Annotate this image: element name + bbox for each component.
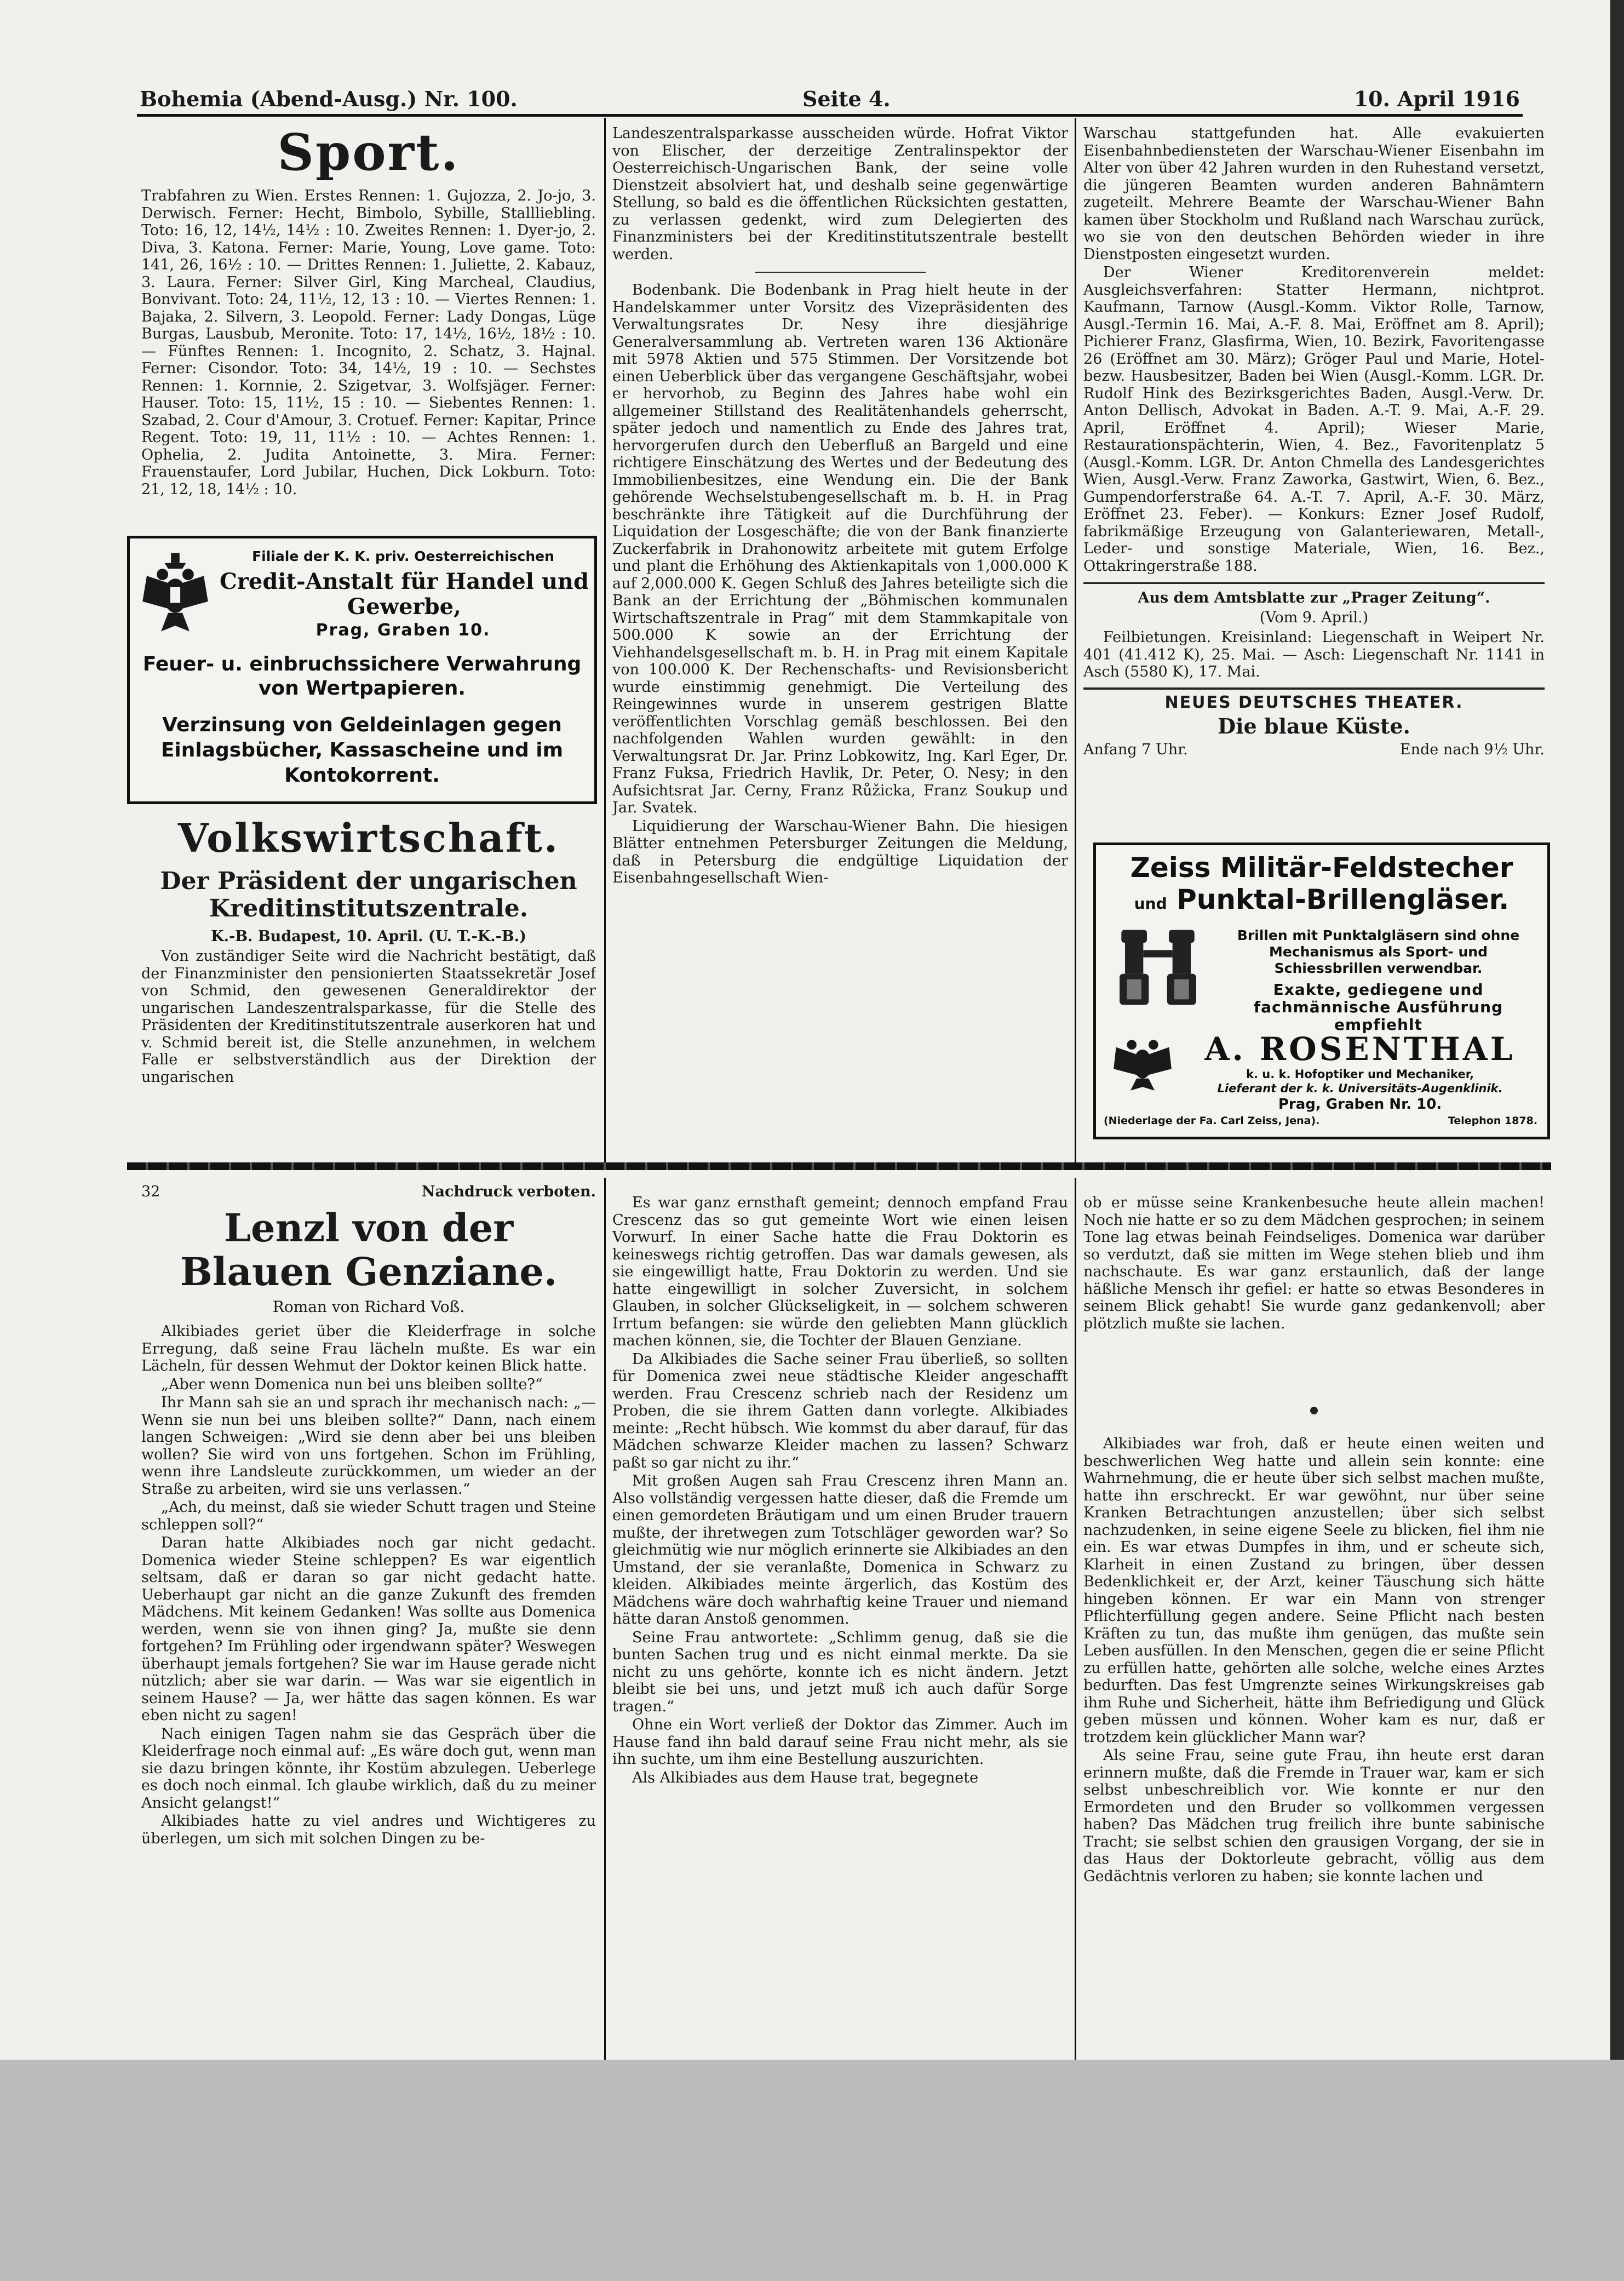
zeiss-und: und xyxy=(1134,895,1167,913)
column-divider-bottom-2 xyxy=(1075,1178,1076,2060)
liquidierung-paragraph: Liquidierung der Warschau-Wiener Bahn. Die hiesigen Blätter entnehmen Petersburger Zeitungen die Meldung, daß in Petersburg die endgültige Liquidation der Eisenbahngesellschaft Wien- xyxy=(612,817,1068,886)
col2-paragraph-1: Landeszentralsparkasse ausscheiden würde. Hofrat Viktor von Elischer, der derzeitige Zentralinspektor der Oesterreichisch-Ungarischen Bank, der seine volle Dienstzeit absolviert hat, und deshalb seine gegenwärtige Stellung, so bald es die öffentlichen Rücksichten gestatten, zu verlassen gedenkt, wird zum Delegierten des Finanzministers bei der Kreditinstitutszentrale bestellt werden. xyxy=(612,125,1068,263)
amtsblatt-date: (Vom 9. April.) xyxy=(1259,609,1369,626)
amtsblatt-title: Aus dem Amtsblatte zur „Prager Zeitung“. xyxy=(1138,589,1490,606)
zeiss-footer-left: (Niederlage der Fa. Carl Zeiss, Jena). xyxy=(1104,1115,1320,1127)
ad-credit-line2: Credit-Anstalt für Handel und Gewerbe, xyxy=(220,569,589,620)
page-number: Seite 4. xyxy=(802,87,891,111)
serial-title: Lenzl von der Blauen Genziane. xyxy=(180,1205,558,1294)
rosenthal-sub-2: Lieferant der k. k. Universitäts-Augenklinik. xyxy=(1217,1082,1503,1095)
serial-meta xyxy=(141,1183,596,1201)
serial-c3-p2: Alkibiades war froh, daß er heute einen weiten und beschwerlichen Weg hatte und allein sein konnte: eine Wahrnehmung, die er heute über sich selbst machen mußte, hatte ihn erschreckt. Er war gewöhnt, nur über seine Kranken Betrachtungen anzustellen; über sich selbst nachzudenken, in seine eigene Seele zu blicken, fiel ihm nie ein. Es war etwas Dumpfes in ihm, und er scheute sich, Klarheit in einen Zustand zu bringen, über dessen Bedenklichkeit er, der Arzt, keiner Täuschung sich hätte hingeben können. Er war ein Mann von strenger Pflichterfüllung gegen andere. Seine Pflicht nach besten Kräften zu tun, das mußte ihm genügen, das mußte sein Leben ausfüllen. In den Menschen, gegen die er seine Pflicht zu erfüllen hatte, gehörten alle solche, welche eines Arztes bedurften. Das fest Umgrenzte seines Wirkungskreises gab ihm Ruhe und Sicherheit, hätte ihm Befriedigung und Glück geben müssen und können. Woher kam es nur, daß er trotzdem kein glücklicher Mann war? xyxy=(1083,1435,1545,1746)
column-divider-top-2 xyxy=(1075,118,1076,1164)
serial-c3-p1: ob er müsse seine Krankenbesuche heute allein machen! Noch nie hatte er so zu dem Mädchen gesprochen; in seinem Tone lag etwas beinah Feindseliges. Domenica war darüber so verdutzt, daß sie mitten im Wege stehen blieb und ihm nachschaute. Es war ganz erstaunlich, daß der lange häßliche Mensch ihr gefiel: er hatte so etwas Besonderes in seinem Blick gehabt! Sie wurde ganz gedankenvoll; aber plötzlich mußte sie lachen. xyxy=(1083,1194,1545,1332)
serial-c2-p1: Es war ganz ernsthaft gemeint; dennoch empfand Frau Crescenz das so gut gemeinte Wort wie einen leisen Vorwurf. In einer Sache hatte die Frau Doktorin es keineswegs richtig getroffen. Das war damals gewesen, als sie eingewilligt hatte, Frau Doktorin zu werden. Und sie hatte eingewilligt in solcher Zuversicht, in solchem Glauben, in solcher Glückseligkeit, in — solchem schweren Irrtum befangen: sie würde den geliebten Mann glücklich machen können, sie, die Tochter der Blauen Genziane. xyxy=(612,1194,1068,1349)
theater-rule xyxy=(1083,687,1545,690)
zeiss-body-2: Exakte, gediegene und fachmännische Ausführung empfiehlt xyxy=(1253,981,1504,1034)
ad-credit-line5: Verzinsung von Geldeinlagen gegen Einlagsbücher, Kassascheine und im Kontokorrent. xyxy=(160,714,564,787)
serial-notice: Nachdruck verboten. xyxy=(421,1183,596,1200)
zeiss-headline-2 xyxy=(1096,884,1547,920)
ad-credit-line3: Prag, Graben 10. xyxy=(315,621,491,640)
sport-results: Trabfahren zu Wien. Erstes Rennen: 1. Gujozza, 2. Jo-jo, 3. Derwisch. Ferner: Hecht, Bimbolo, Sybille, Stallliebling. Toto: 16, 12, 14½, 14½ : 10. Zweites Rennen: 1. Dyer-jo, 2. Diva, 3. Katona. Ferner: Marie, Young, Love game. Toto: 141, 26, 16½ : 10. — Drittes Rennen: 1. Juliette, 2. Kabauz, 3. Laura. Ferner: Silver Girl, King Marcheal, Claudius, Bonvivant. Toto: 24, 11½, 12, 13 : 10. — Viertes Rennen: 1. Bajaka, 2. Silvern, 3. Leopold. Ferner: Lady Dongas, Lüge Burgas, Lausbub, Meronite. Toto: 17, 14½, 16½, 18½ : 10. — Fünftes Rennen: 1. Incognito, 2. Schatz, 3. Hajnal. Ferner: Cisondor. Toto: 34, 14½, 19 : 10. — Sechstes Rennen: 1. Kornnie, 2. Szigetvar, 3. Wolfsjäger. Ferner: Hauser. Toto: 15, 11½, 15 : 10. — Siebentes Rennen: 1. Szabad, 2. Cour d'Amour, 3. Crotuef. Ferner: Kapitar, Prince Regent. Toto: 19, 11, 11½ : 10. — Achtes Rennen: 1. Ophelia, 2. Judita Antoinette, 3. Mira. Ferner: Frauenstaufer, Lord Jubilar, Huchen, Dick Lokburn. Toto: 21, 12, 18, 14½ : 10. xyxy=(141,187,596,498)
volkswirtschaft-dateline: K.-B. Budapest, 10. April. (U. T.-K.-B.) xyxy=(211,928,526,945)
short-rule xyxy=(755,264,926,273)
serial-c2-p5: Ohne ein Wort verließ der Doktor das Zimmer. Auch im Hause fand ihn bald darauf seine Frau nicht mehr, als sie ihn suchte, um ihm eine Bestellung auszurichten. xyxy=(612,1716,1068,1768)
amtsblatt-text: Feilbietungen. Kreisinland: Liegenschaft in Weipert Nr. 401 (41.412 K), 25. Mai. — Asch: Liegenschaft Nr. 1141 in Asch (5580 K), 17. Mai. xyxy=(1083,629,1545,680)
column-divider-top-1 xyxy=(604,118,606,1164)
column-3-top xyxy=(1083,125,1545,848)
volkswirtschaft-subtitle: Der Präsident der ungarischen Kreditinstitutszentrale. xyxy=(160,867,577,922)
zeiss-footer-right: Telephon 1878. xyxy=(1448,1115,1537,1127)
imperial-eagle-emblem xyxy=(1112,1031,1173,1092)
serial-c1-p7: Alkibiades hatte zu viel andres und Wichtigeres zu überlegen, um sich mit solchen Dingen zu be- xyxy=(141,1813,596,1847)
col3-paragraph-1: Warschau stattgefunden hat. Alle evakuierten Eisenbahnbediensteten der Warschau-Wiener Eisenbahn im Alter von über 42 Jahren wurden in den Ruhestand versetzt, die jüngeren Beamten wurden anderen Bahnämtern zugeteilt. Mehrere Beamte der Warschau-Wiener Bahn kamen über Stockholm und Rußland nach Warschau zurück, wo sie von den deutschen Behörden wieder in ihre Dienstposten eingesetzt wurden. xyxy=(1083,125,1545,263)
theater-end: Ende nach 9½ Uhr. xyxy=(1399,741,1545,758)
page-edge xyxy=(1610,0,1624,2060)
serial-c2-p6: Als Alkibiades aus dem Hause trat, begegnete xyxy=(632,1769,979,1786)
serial-column-2 xyxy=(612,1194,1068,2060)
serial-column-1 xyxy=(141,1183,596,2060)
header-rule xyxy=(137,114,1523,117)
serial-c1-p4: „Ach, du meinst, daß sie wieder Schutt tragen und Steine schleppen soll?“ xyxy=(141,1499,596,1533)
scene-break-dot xyxy=(1310,1407,1318,1414)
paper-title: Bohemia (Abend-Ausg.) Nr. 100. xyxy=(140,87,518,111)
scan-bottom-margin xyxy=(0,2060,1624,2281)
amtsblatt-rule xyxy=(1083,582,1545,584)
rosenthal-firm: A. ROSENTHAL xyxy=(1204,1030,1516,1068)
sport-heading: Sport. xyxy=(277,125,460,182)
binocular-icon xyxy=(1111,926,1204,1008)
page-header xyxy=(140,82,1520,116)
issue-date: 10. April 1916 xyxy=(1353,87,1520,111)
bodenbank-paragraph: Bodenbank. Die Bodenbank in Prag hielt heute in der Handelskammer unter Vorsitz des Vizepräsidenten des Verwaltungsrates Dr. Nesy ihre diesjährige Generalversammlung ab. Vertreten waren 136 Aktionäre mit 5978 Aktien und 575 Stimmen. Der Vorsitzende bot einen Ueberblick über das vergangene Geschäftsjahr, wobei er hervorhob, zu Beginn des Jahres habe wohl ein allgemeiner Stillstand des Realitätenhandels geherrscht, später jedoch und namentlich zu Ende des Jahres trat, hervorgerufen durch den Ueberfluß an Bargeld und eine richtigere Einschätzung des Wertes und der Bedeutung des Immobilienbesitzes, eine Wendung ein. Die der Bank gehörende Wechselstubengesellschaft m. b. H. in Prag beschränkte ihre Tätigkeit auf die Durchführung der Liquidation der Losgeschäfte; die von der Bank finanzierte Zuckerfabrik in Drahonowitz arbeitete mit gutem Erfolge und plant die Erhöhung des Aktienkapitals von 1,000.000 K auf 2,000.000 K. Gegen Schluß des Jahres beteiligte sich die Bank an der Errichtung der „Böhmischen kommunalen Wirtschaftszentrale in Prag“ mit dem Stammkapitale von 500.000 K sowie an der Errichtung der Viehhandelsgesellschaft m. b. H. in Prag mit einem Kapitale von 100.000 K. Der Rechenschafts- und Revisionsbericht wurde einstimmig genehmigt. Die Verteilung des Reingewinnes wurde in unserem gestrigen Blatte veröffentlichten Vorschlag gemäß beschlossen. Bei den nachfolgenden Wahlen wurden gewählt: in den Verwaltungsrat Dr. Jar. Prinz Lobkowitz, Ing. Karl Eger, Dr. Franz Fuksa, Friedrich Havlik, Dr. Peter, O. Nesy; in den Aufsichtsrat Jar. Cerny, Franz Růžicka, Franz Soukup und Jar. Svatek. xyxy=(612,282,1068,816)
serial-column-3b xyxy=(1083,1435,1545,2060)
theater-name: NEUES DEUTSCHES THEATER. xyxy=(1164,692,1464,712)
serial-c2-p4: Seine Frau antwortete: „Schlimm genug, daß sie die bunten Sachen trug und es nicht einmal merkte. Da sie nicht zu uns gehörte, konnte ich es nicht ändern. Jetzt bleibt sie bei uns, und jetzt muß ich auch dafür Sorge tragen.“ xyxy=(612,1629,1068,1715)
rosenthal-sub-1: k. u. k. Hofoptiker und Mechaniker, xyxy=(1246,1068,1474,1081)
volkswirtschaft-section xyxy=(141,816,596,1167)
serial-author: Roman von Richard Voß. xyxy=(272,1297,465,1316)
ad-zeiss-rosenthal xyxy=(1093,843,1550,1139)
volkswirtschaft-paragraph: Von zuständiger Seite wird die Nachricht bestätigt, daß der Finanzminister den pensionierten Staatssekretär Josef von Schmid, den gewesenen Generaldirektor der ungarischen Landeszentralsparkasse, für die Stelle des Präsidenten der Kreditinstitutszentrale auserkoren hat und v. Schmid bereit ist, die Stelle anzunehmen, in welchem Falle er selbstverständlich aus der Direktion der ungarischen xyxy=(141,948,596,1086)
column-divider-bottom-1 xyxy=(604,1178,606,2060)
serial-c1-p6: Nach einigen Tagen nahm sie das Gespräch über die Kleiderfrage noch einmal auf: „Es wäre doch gut, wenn man sie dazu bringen könnte, ihr Kostüm abzulegen. Ueberlege es doch noch einmal. Ich glaube wirklich, daß du zu meiner Ansicht gelangst!“ xyxy=(141,1725,596,1812)
serial-c2-p3: Mit großen Augen sah Frau Crescenz ihren Mann an. Also vollständig vergessen hatte dieser, daß die Fremde um einen gemordeten Bräutigam und um einen Bruder trauern mußte, der ihretwegen zum Totschläger geworden war? So gleichmütig wie nur möglich erinnerte sie Alkibiades an den Umstand, der sie veranlaßte, Domenica in Schwarz zu kleiden. Alkibiades meinte ärgerlich, das Kostüm des Mädchens wäre doch wahrhaftig keine Trauer und niemand hätte daran Anstoß genommen. xyxy=(612,1472,1068,1627)
zeiss-headline-1: Zeiss Militär-Feldstecher xyxy=(1130,852,1513,884)
kreditorenverein-paragraph: Der Wiener Kreditorenverein meldet: Ausgleichsverfahren: Statter Hermann, nichtprot. Kaufmann, Tarnow (Ausgl.-Komm. Viktor Rolle, Tarnow, Ausgl.-Termin 16. Mai, A.-F. 8. Mai, Eröffnet am 8. April); Pichierer Franz, Glasfirma, Wien, 10. Bezirk, Favoritengasse 26 (Eröffnet am 30. März); Gröger Paul und Marie, Hotel- bezw. Hausbesitzer, Baden bei Wien (Ausgl.-Komm. LGR. Dr. Rudolf Hink des Bezirksgerichtes Baden, Ausgl.-Verw. Dr. Anton Dellisch, Advokat in Baden. A.-T. 9. Mai, A.-F. 29. April, Eröffnet 4. April); Wieser Marie, Restaurationspächterin, Wien, 4. Bez., Favoritenplatz 5 (Ausgl.-Komm. LGR. Dr. Anton Chmella des Landesgerichtes Wien, Ausgl.-Verw. Franz Zaworka, Gastwirt, Wien, 6. Bez., Gumpendorferstraße 64. A.-T. 7. April, A.-F. 30. März, Eröffnet 23. Feber). — Konkurs: Ezner Josef Rudolf, fabrikmäßige Erzeugung von Galanteriewaren, Metall-, Leder- und sonstige Materiale, Wien, 16. Bez., Ottakringerstraße 188. xyxy=(1083,264,1545,575)
serial-c2-p2: Da Alkibiades die Sache seiner Frau überließ, so sollten für Domenica zwei neue städtische Kleider angeschafft werden. Frau Crescenz schrieb nach der Residenz um Proben, die sie ihrem Gatten dann vorlegte. Alkibiades meinte: „Recht hübsch. Wie kommst du aber darauf, für das Mädchen schwarze Kleider machen zu lassen? Schwarz paßt so gar nicht zu ihr.“ xyxy=(612,1350,1068,1471)
rosenthal-address: Prag, Graben Nr. 10. xyxy=(1278,1096,1442,1113)
serial-column-3a xyxy=(1083,1194,1545,1391)
serial-c3-p3: Als seine Frau, seine gute Frau, ihn heute erst daran erinnern mußte, daß die Fremde in Trauer war, kam er sich selbst unbeschreiblich vor. Wie konnte er nur den Ermordeten und den Bruder so vollkommen vergessen haben? Das Mädchen trug freilich ihre bunte sabinische Tracht; sie selbst schien den grausigen Vorgang, der sie in das Haus der Doktorleute gebracht, völlig aus dem Gedächtnis verloren zu haben; sie konnte lachen und xyxy=(1083,1747,1545,1885)
serial-number: 32 xyxy=(141,1183,160,1200)
ad-credit-anstalt xyxy=(127,536,597,804)
serial-c1-p1: Alkibiades geriet über die Kleiderfrage in solche Erregung, daß seine Frau lächeln mußte. Es war ein Lächeln, für dessen Wehmut der Doktor keinen Blick hatte. xyxy=(141,1323,596,1374)
section-divider-thick xyxy=(127,1162,1551,1170)
serial-c1-p2: „Aber wenn Domenica nun bei uns bleiben sollte?“ xyxy=(161,1376,543,1393)
column-2-top xyxy=(612,125,1068,1163)
theater-start: Anfang 7 Uhr. xyxy=(1083,741,1188,758)
zeiss-body: Brillen mit Punktalgläsern sind ohne Mechanismus als Sport- und Schiessbrillen verwendbar. xyxy=(1237,927,1520,976)
theater-times xyxy=(1083,741,1545,759)
serial-c1-p3: Ihr Mann sah sie an und sprach ihr mechanisch nach: „— Wenn sie nun bei uns bleiben sollte?“ Dann, nach einem langen Schweigen: „Wird sie denn aber bei uns bleiben wollen? Sie wird von uns fortgehen. Schon im Frühling, wenn ihre Landsleute zurückkommen, um wieder an der Straße zu arbeiten, wird sie uns verlassen.“ xyxy=(141,1394,596,1498)
ad-credit-line1: Filiale der K. K. priv. Oesterreichischen xyxy=(252,548,554,564)
serial-c1-p5: Daran hatte Alkibiades noch gar nicht gedacht. Domenica wieder Steine schleppen? Es war eigentlich seltsam, daß er daran so gar nicht gedacht hatte. Ueberhaupt gar nicht an die ganze Zukunft des fremden Mädchens. Mit keinem Gedanken! Was sollte aus Domenica werden, wenn sie von ihnen ging? Ja, mußte sie denn fortgehen? Im Frühling oder irgendwann später? Weswegen überhaupt jemals fortgehen? Sie war im Hause gerade nicht nützlich; aber sie war darin. — Was war sie eigentlich in seinem Hause? — Ja, wer hätte das sagen können. Es war eben nicht zu sagen! xyxy=(141,1534,596,1724)
ad-credit-line4: Feuer- u. einbruchssichere Verwahrung von Wertpapieren. xyxy=(142,653,582,700)
volkswirtschaft-heading: Volkswirtschaft. xyxy=(177,816,560,861)
zeiss-punktal: Punktal-Brillengläser. xyxy=(1177,884,1510,915)
theater-play: Die blaue Küste. xyxy=(1218,713,1410,738)
double-eagle-emblem xyxy=(140,551,211,638)
